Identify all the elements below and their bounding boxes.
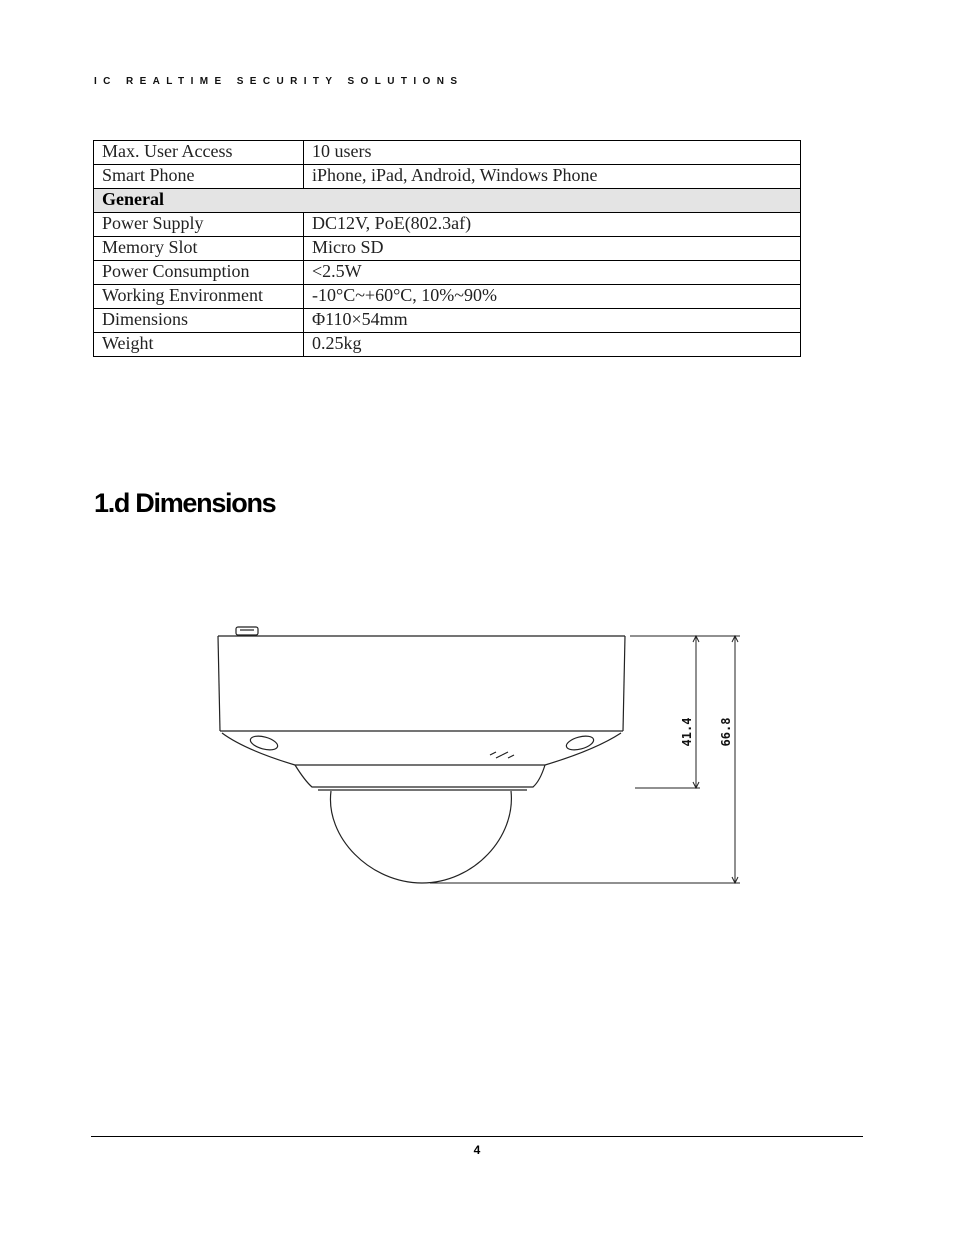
section-label: General	[94, 189, 801, 213]
spec-value: 0.25kg	[304, 333, 801, 357]
table-row	[94, 261, 801, 285]
spec-value: 10 users	[304, 141, 801, 165]
camera-dimension-drawing	[200, 615, 760, 905]
spec-key: Smart Phone	[94, 165, 304, 189]
dimension-label-large: 66.8	[719, 717, 733, 747]
vent-right	[565, 734, 595, 753]
running-header: IC REALTIME SECURITY SOLUTIONS	[94, 76, 464, 87]
spec-key: Power Consumption	[94, 261, 304, 285]
spec-value: -10°C~+60°C, 10%~90%	[304, 285, 801, 309]
spec-key: Memory Slot	[94, 237, 304, 261]
spec-key: Weight	[94, 333, 304, 357]
table-row	[94, 165, 801, 189]
neck-ring	[295, 765, 545, 787]
camera-outline	[218, 627, 625, 883]
spec-key: Working Environment	[94, 285, 304, 309]
table-row	[94, 213, 801, 237]
table-row	[94, 285, 801, 309]
section-heading: 1.d Dimensions	[94, 488, 276, 518]
spec-value: Micro SD	[304, 237, 801, 261]
dimension-label-small: 41.4	[680, 717, 694, 747]
spec-key: Dimensions	[94, 309, 304, 333]
spec-key: Power Supply	[94, 213, 304, 237]
lower-shell	[222, 733, 621, 765]
table-row	[94, 237, 801, 261]
spec-value: DC12V, PoE(802.3af)	[304, 213, 801, 237]
dome	[330, 791, 511, 883]
spec-table	[93, 140, 801, 357]
section-row-general	[94, 189, 801, 213]
page-number: 4	[473, 1143, 481, 1157]
table-row	[94, 333, 801, 357]
table-row	[94, 309, 801, 333]
table-row	[94, 141, 801, 165]
screw-head	[236, 627, 258, 635]
dimension-lines	[430, 636, 740, 883]
spec-key: Max. User Access	[94, 141, 304, 165]
spec-value: <2.5W	[304, 261, 801, 285]
grill-marks	[490, 752, 514, 758]
housing-left	[218, 636, 220, 731]
housing-right	[623, 636, 625, 731]
spec-value: iPhone, iPad, Android, Windows Phone	[304, 165, 801, 189]
footer-divider	[91, 1136, 863, 1137]
spec-value: Φ110×54mm	[304, 309, 801, 333]
